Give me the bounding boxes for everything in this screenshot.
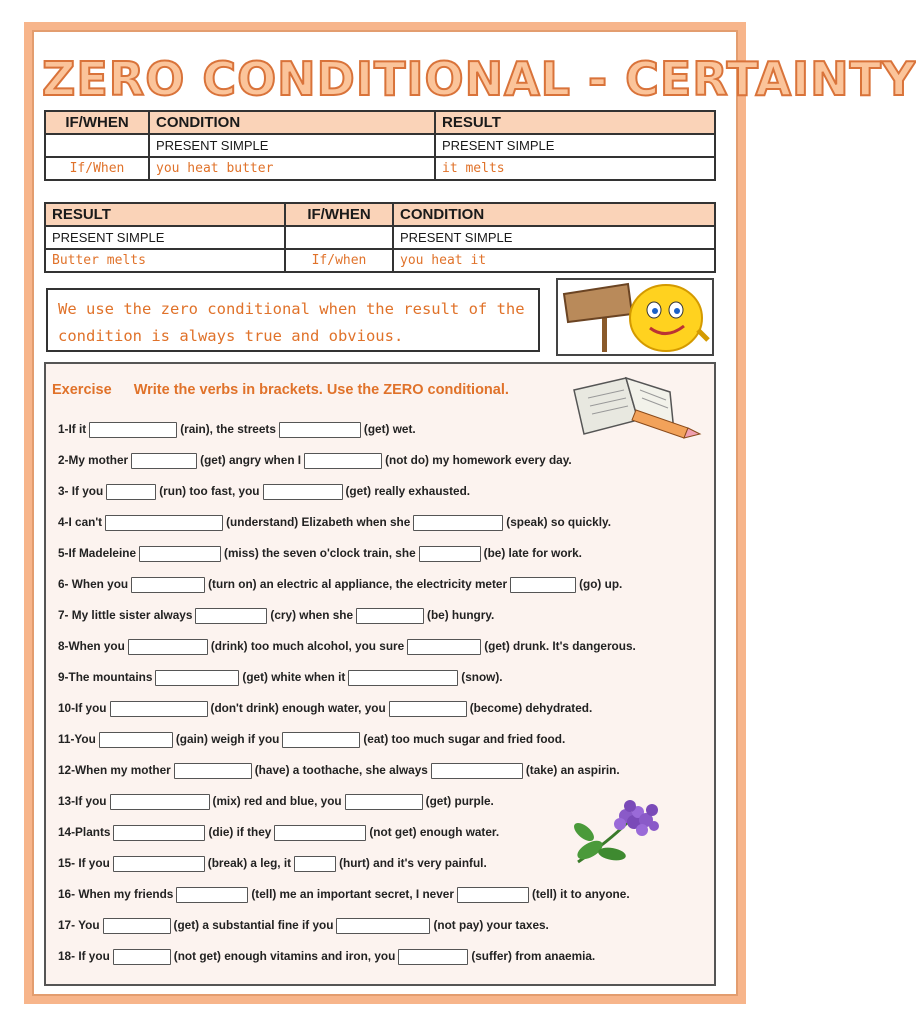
exercise-text: (miss) the seven o'clock train, she — [224, 546, 416, 560]
exercise-text: 4-I can't — [58, 515, 103, 529]
worksheet-page — [32, 30, 916, 996]
exercise-instruction: Write the verbs in brackets. Use the ZERO conditional. — [133, 382, 509, 398]
answer-blank[interactable] — [510, 577, 576, 593]
exercise-text: (don't drink) enough water, you — [210, 701, 386, 715]
answer-blank[interactable] — [274, 825, 366, 841]
exercise-text: (have) a toothache, she always — [254, 763, 428, 777]
cell-example-result: Butter melts — [45, 249, 285, 272]
exercise-text: (mix) red and blue, you — [212, 794, 342, 808]
exercise-text: (rain), the streets — [180, 422, 276, 436]
cell-result-tense: PRESENT SIMPLE — [435, 134, 715, 157]
exercise-item — [58, 507, 708, 538]
answer-blank[interactable] — [155, 670, 239, 686]
exercise-text: (not do) my homework every day. — [385, 453, 572, 467]
exercise-text: (not get) enough water. — [369, 825, 500, 839]
exercise-text: (get) white when it — [242, 670, 346, 684]
exercise-item — [58, 693, 708, 724]
exercise-item — [58, 848, 708, 879]
exercise-text: (be) hungry. — [427, 608, 495, 622]
exercise-heading — [52, 382, 509, 398]
exercise-text: (become) dehydrated. — [469, 701, 593, 715]
exercise-text: 15- If you — [58, 856, 110, 870]
answer-blank[interactable] — [356, 608, 424, 624]
exercise-list — [58, 414, 708, 972]
answer-blank[interactable] — [103, 918, 171, 934]
exercise-item — [58, 414, 708, 445]
answer-blank[interactable] — [457, 887, 529, 903]
exercise-text: (get) angry when I — [200, 453, 302, 467]
worksheet-frame — [24, 22, 916, 1004]
cell-result-tense: PRESENT SIMPLE — [45, 226, 285, 249]
rule-explanation — [46, 288, 540, 352]
answer-blank[interactable] — [110, 794, 210, 810]
exercise-item — [58, 662, 708, 693]
exercise-text: 1-If it — [58, 422, 87, 436]
exercise-item — [58, 786, 708, 817]
header-result: RESULT — [45, 203, 285, 226]
answer-blank[interactable] — [419, 546, 481, 562]
exercise-item — [58, 755, 708, 786]
exercise-item — [58, 724, 708, 755]
exercise-text: 17- You — [58, 918, 100, 932]
exercise-text: (snow). — [461, 670, 503, 684]
exercise-item — [58, 910, 708, 941]
rule-line-2: condition is always true and obvious. — [58, 327, 404, 345]
rule-line-1: We use the zero conditional when the result of the — [58, 300, 525, 318]
exercise-text: 13-If you — [58, 794, 107, 808]
exercise-text: 14-Plants — [58, 825, 111, 839]
answer-blank[interactable] — [345, 794, 423, 810]
cell-example-if: If/when — [285, 249, 393, 272]
cell-example-if: If/When — [45, 157, 149, 180]
cell-empty — [285, 226, 393, 249]
exercise-text: (cry) when she — [270, 608, 354, 622]
exercise-label: Exercise — [52, 382, 112, 398]
answer-blank[interactable] — [131, 577, 205, 593]
header-result: RESULT — [435, 111, 715, 134]
exercise-text: 12-When my mother — [58, 763, 171, 777]
answer-blank[interactable] — [105, 515, 223, 531]
exercise-item — [58, 631, 708, 662]
exercise-text: (suffer) from anaemia. — [471, 949, 596, 963]
exercise-text: (be) late for work. — [483, 546, 582, 560]
answer-blank[interactable] — [139, 546, 221, 562]
answer-blank[interactable] — [304, 453, 382, 469]
exercise-item — [58, 538, 708, 569]
exercise-text: (get) a substantial fine if you — [173, 918, 334, 932]
header-condition: CONDITION — [393, 203, 715, 226]
answer-blank[interactable] — [398, 949, 468, 965]
exercise-text: (eat) too much sugar and fried food. — [363, 732, 566, 746]
exercise-item — [58, 476, 708, 507]
answer-blank[interactable] — [279, 422, 361, 438]
answer-blank[interactable] — [99, 732, 173, 748]
exercise-text: 10-If you — [58, 701, 107, 715]
answer-blank[interactable] — [263, 484, 343, 500]
exercise-text: (break) a leg, it — [207, 856, 292, 870]
exercise-text: 11-You — [58, 732, 96, 746]
answer-blank[interactable] — [413, 515, 503, 531]
cell-empty — [45, 134, 149, 157]
exercise-text: (get) purple. — [425, 794, 494, 808]
exercise-text: (gain) weigh if you — [175, 732, 280, 746]
exercise-text: (die) if they — [208, 825, 272, 839]
exercise-text: (tell) me an important secret, I never — [251, 887, 454, 901]
exercise-text: (drink) too much alcohol, you sure — [210, 639, 405, 653]
exercise-text: 6- When you — [58, 577, 129, 591]
answer-blank[interactable] — [389, 701, 467, 717]
exercise-text: 3- If you — [58, 484, 104, 498]
answer-blank[interactable] — [89, 422, 177, 438]
header-condition: CONDITION — [149, 111, 435, 134]
cell-example-condition: you heat it — [393, 249, 715, 272]
exercise-text: 16- When my friends — [58, 887, 174, 901]
exercise-text: 7- My little sister always — [58, 608, 193, 622]
exercise-text: (tell) it to anyone. — [531, 887, 630, 901]
exercise-item — [58, 817, 708, 848]
answer-blank[interactable] — [294, 856, 336, 872]
cell-example-condition: you heat butter — [149, 157, 435, 180]
answer-blank[interactable] — [176, 887, 248, 903]
exercise-text: (not get) enough vitamins and iron, you — [173, 949, 396, 963]
structure-table-if-first — [44, 110, 716, 181]
exercise-text: (go) up. — [579, 577, 623, 591]
answer-blank[interactable] — [174, 763, 252, 779]
answer-blank[interactable] — [113, 949, 171, 965]
cell-condition-tense: PRESENT SIMPLE — [149, 134, 435, 157]
structure-table-result-first — [44, 202, 716, 273]
answer-blank[interactable] — [195, 608, 267, 624]
exercise-text: 9-The mountains — [58, 670, 153, 684]
exercise-item — [58, 941, 708, 972]
answer-blank[interactable] — [128, 639, 208, 655]
exercise-text: (speak) so quickly. — [506, 515, 611, 529]
answer-blank[interactable] — [336, 918, 430, 934]
answer-blank[interactable] — [106, 484, 156, 500]
exercise-text: (not pay) your taxes. — [433, 918, 549, 932]
exercise-text: (hurt) and it's very painful. — [339, 856, 487, 870]
answer-blank[interactable] — [113, 856, 205, 872]
exercise-item — [58, 445, 708, 476]
exercise-text: 5-If Madeleine — [58, 546, 137, 560]
exercise-item — [58, 569, 708, 600]
exercise-text: 18- If you — [58, 949, 110, 963]
exercise-text: (get) drunk. It's dangerous. — [484, 639, 636, 653]
exercise-text: (turn on) an electric al appliance, the electricity meter — [208, 577, 508, 591]
exercise-item — [58, 879, 708, 910]
answer-blank[interactable] — [110, 701, 208, 717]
answer-blank[interactable] — [113, 825, 205, 841]
exercise-text: 2-My mother — [58, 453, 129, 467]
cell-condition-tense: PRESENT SIMPLE — [393, 226, 715, 249]
answer-blank[interactable] — [348, 670, 458, 686]
answer-blank[interactable] — [131, 453, 197, 469]
exercise-text: (run) too fast, you — [159, 484, 260, 498]
exercise-text: (get) wet. — [363, 422, 416, 436]
header-if-when: IF/WHEN — [285, 203, 393, 226]
answer-blank[interactable] — [282, 732, 360, 748]
exercise-text: (get) really exhausted. — [345, 484, 471, 498]
answer-blank[interactable] — [431, 763, 523, 779]
exercise-item — [58, 600, 708, 631]
exercise-text: (take) an aspirin. — [525, 763, 620, 777]
exercise-text: 8-When you — [58, 639, 125, 653]
header-if-when: IF/WHEN — [45, 111, 149, 134]
sign-smiley-icon — [558, 280, 712, 354]
answer-blank[interactable] — [407, 639, 481, 655]
sign-smiley-clipart — [556, 278, 714, 356]
exercise-section — [44, 362, 716, 986]
page-title: ZERO CONDITIONAL - CERTAINTY — [42, 52, 916, 106]
cell-example-result: it melts — [435, 157, 715, 180]
exercise-text: (understand) Elizabeth when she — [226, 515, 411, 529]
